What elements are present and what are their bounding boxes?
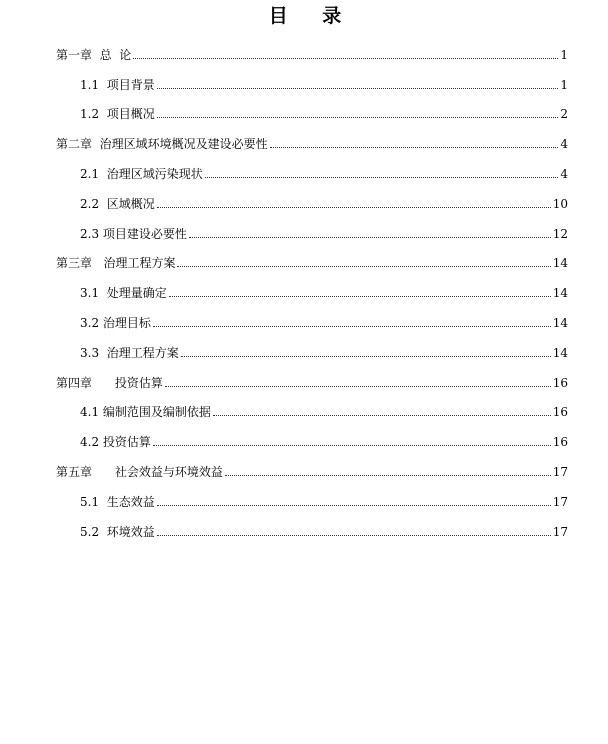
dot-leader — [153, 325, 551, 327]
dot-leader — [181, 355, 551, 357]
toc-entry-label: 处理量确定 — [106, 286, 167, 301]
toc-entry-chapter-1[interactable] — [0, 32, 608, 62]
dot-leader — [157, 206, 551, 208]
toc-entry-label: 总 论 — [99, 47, 132, 62]
toc-entry-label: 治理工程方案 — [106, 345, 179, 360]
toc-entry-page: 17 — [552, 494, 568, 509]
toc-entry-section-3-3[interactable] — [0, 330, 608, 360]
toc-entry-chapter-4[interactable] — [0, 360, 608, 390]
toc-entry-label: 环境效益 — [106, 524, 155, 539]
dot-leader — [157, 534, 551, 536]
toc-entry-label: 治理区域污染现状 — [106, 166, 203, 181]
toc-entry-label: 编制范围及编制依据 — [102, 405, 211, 420]
toc-entry-number: 2.1 — [80, 166, 107, 181]
toc-entry-page: 14 — [552, 315, 568, 330]
dot-leader — [205, 176, 559, 178]
toc-entry-label: 治理目标 — [102, 315, 151, 330]
toc-entry-number: 第一章 — [56, 47, 100, 62]
toc-entry-section-2-1[interactable] — [0, 151, 608, 181]
toc-entry-section-5-1[interactable] — [0, 479, 608, 509]
toc-entry-number: 3.3 — [80, 345, 107, 360]
toc-entry-chapter-2[interactable] — [0, 121, 608, 151]
toc-entry-section-4-2[interactable] — [0, 419, 608, 449]
toc-entry-label: 区域概况 — [106, 196, 155, 211]
toc-entry-page: 14 — [552, 345, 568, 360]
toc-entry-number: 1.2 — [80, 107, 107, 122]
toc-entry-section-1-1[interactable] — [0, 62, 608, 92]
toc-entry-page: 10 — [552, 196, 568, 211]
dot-leader — [157, 504, 551, 506]
toc-entry-number: 4.2 — [80, 435, 103, 450]
toc-entry-page: 16 — [552, 375, 568, 390]
toc-entry-number: 4.1 — [80, 405, 103, 420]
toc-entry-label: 治理区域环境概况及建设必要性 — [99, 137, 268, 152]
toc-entry-number: 第三章 — [56, 256, 104, 271]
toc-entry-page: 1 — [560, 47, 568, 62]
toc-entry-section-4-1[interactable] — [0, 390, 608, 420]
dot-leader — [157, 87, 559, 89]
toc-entry-number: 3.2 — [80, 315, 103, 330]
toc-entry-number: 第五章 — [56, 464, 115, 479]
toc-entry-label: 社会效益与环境效益 — [114, 464, 223, 479]
dot-leader — [133, 57, 558, 59]
toc-entry-page: 4 — [560, 166, 568, 181]
toc-entry-label: 项目建设必要性 — [102, 226, 187, 241]
toc-entry-number: 2.3 — [80, 226, 103, 241]
toc-entry-chapter-5[interactable] — [0, 449, 608, 479]
dot-leader — [157, 116, 559, 118]
dot-leader — [213, 414, 551, 416]
toc-entry-page: 12 — [552, 226, 568, 241]
toc-entry-page: 4 — [560, 137, 568, 152]
toc-entry-section-1-2[interactable] — [0, 92, 608, 122]
toc-entry-number: 5.1 — [80, 494, 107, 509]
toc-entry-page: 17 — [552, 464, 568, 479]
dot-leader — [169, 295, 551, 297]
dot-leader — [165, 385, 551, 387]
toc-entry-section-3-1[interactable] — [0, 270, 608, 300]
toc-entry-section-3-2[interactable] — [0, 300, 608, 330]
dot-leader — [189, 236, 551, 238]
toc-entry-number: 第二章 — [56, 137, 100, 152]
toc-entry-section-5-2[interactable] — [0, 509, 608, 539]
toc-entry-page: 16 — [552, 405, 568, 420]
toc-entry-page: 17 — [552, 524, 568, 539]
toc-title: 目 录 — [268, 5, 356, 27]
toc-entry-page: 2 — [560, 107, 568, 122]
toc-entry-page: 16 — [552, 435, 568, 450]
toc-entry-label: 投资估算 — [114, 375, 163, 390]
toc-entry-page: 1 — [560, 77, 568, 92]
toc-entry-number: 1.1 — [80, 77, 107, 92]
toc-entry-number: 2.2 — [80, 196, 107, 211]
dot-leader — [270, 146, 559, 148]
toc-entry-page: 14 — [552, 256, 568, 271]
toc-entry-chapter-3[interactable] — [0, 241, 608, 271]
toc-entry-number: 第四章 — [56, 375, 115, 390]
toc-entry-page: 14 — [552, 286, 568, 301]
dot-leader — [225, 474, 551, 476]
dot-leader — [177, 265, 550, 267]
dot-leader — [153, 444, 551, 446]
toc-entry-section-2-2[interactable] — [0, 181, 608, 211]
toc-entry-label: 生态效益 — [106, 494, 155, 509]
toc-entry-label: 项目概况 — [106, 107, 155, 122]
toc-entry-label: 项目背景 — [106, 77, 155, 92]
toc-entry-number: 5.2 — [80, 524, 107, 539]
toc-entry-label: 投资估算 — [102, 435, 151, 450]
toc-entry-number: 3.1 — [80, 286, 107, 301]
toc-entry-section-2-3[interactable] — [0, 211, 608, 241]
toc-entry-label: 治理工程方案 — [103, 256, 176, 271]
toc-list — [0, 32, 608, 539]
